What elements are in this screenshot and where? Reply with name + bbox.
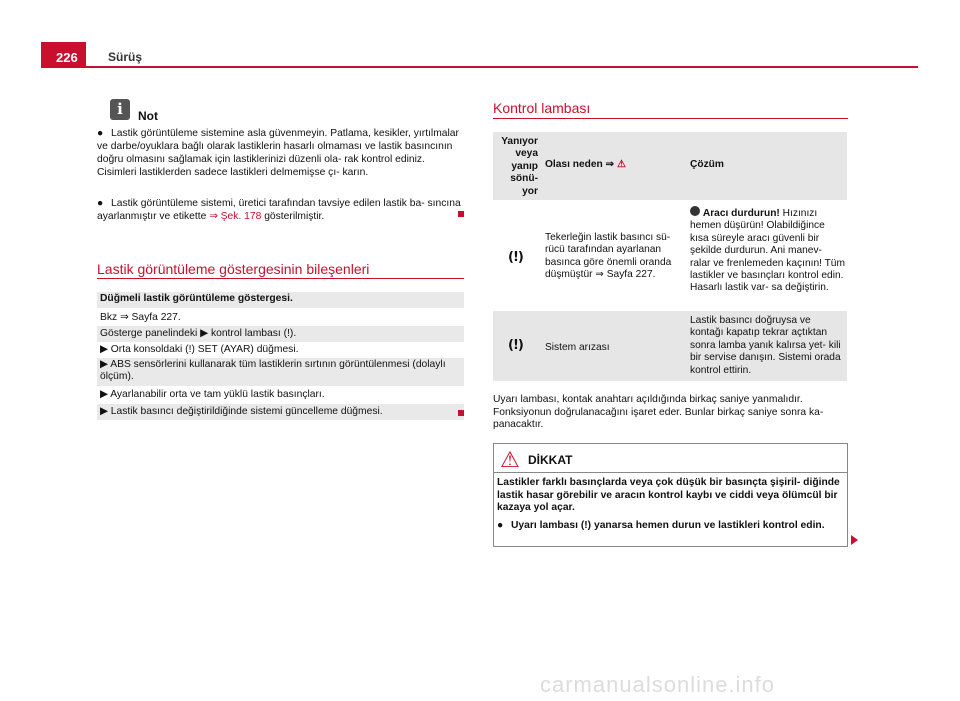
bullet-icon: ● [497, 520, 504, 531]
section-title: Sürüş [108, 50, 143, 64]
col-head-status: Yanıyor veya yanıp sönü- yor [501, 136, 538, 197]
watermark: carmanualsonline.info [540, 672, 776, 697]
warning-text: Lastikler farklı basınçlarda veya çok düşük bir basınçta şişiril- diğinde lastik hasar görebilir ve aracın kontrol kaybı ve ciddi veya ölümcül bir kazaya yol açar. [497, 477, 840, 513]
tire-pressure-icon: (!) [508, 338, 523, 353]
stop-icon [690, 206, 700, 216]
table-row: ▶ Lastik basıncı değiştirildiğinde sistemi güncelleme düğmesi. [97, 404, 464, 420]
note-bullet-2: ● Lastik görüntüleme sistemi, üretici tarafından tavsiye edilen lastik ba- sıncına ayarlanmıştır ve etikette ⇒ Şek. 178 gösterilmiştir. [97, 198, 461, 222]
header-rule [41, 66, 918, 68]
table-title: Düğmeli lastik görüntüleme göstergesi. [97, 292, 464, 308]
warning-title: DİKKAT [528, 453, 573, 467]
end-mark [458, 211, 464, 217]
col-head-cause: Olası neden ⇒ ⚠ [545, 159, 627, 170]
note-bullet-1: ● Lastik görüntüleme sistemine asla güvenmeyin. Patlama, kesikler, yırtılmalar ve darbe/oyuklara bağlı olarak lastiklerin hasarlı olmaması ve lastik basıncının doğru olmasını sağlamak için lastiklerinizi düzenli ola- rak kontrol ediniz. Cisimleri lastiklerden sadece lastikleri delmemişse çı- karın. [97, 128, 459, 178]
continue-arrow-icon [851, 535, 858, 545]
table-row: ▶ ABS sensörlerini kullanarak tüm lastiklerin sırtının görüntülenmesi (dolaylı ölçüm). [97, 358, 464, 386]
table-row: Bkz ⇒ Sayfa 227. [97, 310, 464, 326]
warning-bullet: ● Uyarı lambası (!) yanarsa hemen durun ve lastikleri kontrol edin. [497, 520, 825, 531]
bullet-icon: ● [97, 128, 104, 139]
end-mark [458, 410, 464, 416]
row1-solution: Aracı durdurun! Hızınızı hemen düşürün! Olabildiğince kısa süreyle aracı güvenli bir şekilde durdurun. Ani manev- ralar ve frenlemeden kaçının! Tüm lastikler ve basınçları kontrol edin. Hasarlı lastik var- sa değiştirin. [690, 208, 845, 294]
table-row: ▶ Ayarlanabilir orta ve tam yüklü lastik basınçları. [97, 387, 464, 403]
components-heading: Lastik görüntüleme göstergesinin bileşenleri [97, 261, 370, 277]
note-title: Not [138, 109, 158, 123]
tire-pressure-icon: (!) [508, 250, 523, 265]
col-head-solution: Çözüm [690, 159, 724, 170]
row2-solution: Lastik basıncı doğruysa ve kontağı kapatıp tekrar açtıktan sonra lamba yanık kalırsa yet- kili bir servise danışın. Sistemi orada kontrol ettirin. [690, 315, 841, 376]
page-number: 226 [41, 42, 86, 67]
heading-rule [493, 118, 848, 119]
warning-triangle-icon: ⚠ [616, 159, 627, 170]
warning-triangle-icon: ⚠ [500, 447, 520, 472]
row1-cause: Tekerleğin lastik basıncı sü- rücü tarafından ayarlanan basınca göre önemli oranda düşmüştür ⇒ Sayfa 227. [545, 232, 672, 281]
heading-rule [97, 278, 464, 279]
bullet-icon: ● [97, 198, 104, 209]
lamp-paragraph: Uyarı lambası, kontak anahtarı açıldığında birkaç saniye yanmalıdır. Fonksiyonun doğrulanacağını işaret eder. Bunlar birkaç saniye sonra ka- panacaktır. [493, 394, 824, 430]
row2-cause: Sistem arızası [545, 342, 610, 353]
table-row: ▶ Orta konsoldaki (!) SET (AYAR) düğmesi. [97, 342, 464, 358]
figure-link[interactable]: ⇒ Şek. 178 [209, 211, 262, 222]
control-lamp-heading: Kontrol lambası [493, 100, 591, 116]
table-row: Gösterge panelindeki ▶ kontrol lambası (!). [97, 326, 464, 342]
warning-header-rule [493, 472, 848, 473]
info-icon: i [110, 99, 130, 120]
